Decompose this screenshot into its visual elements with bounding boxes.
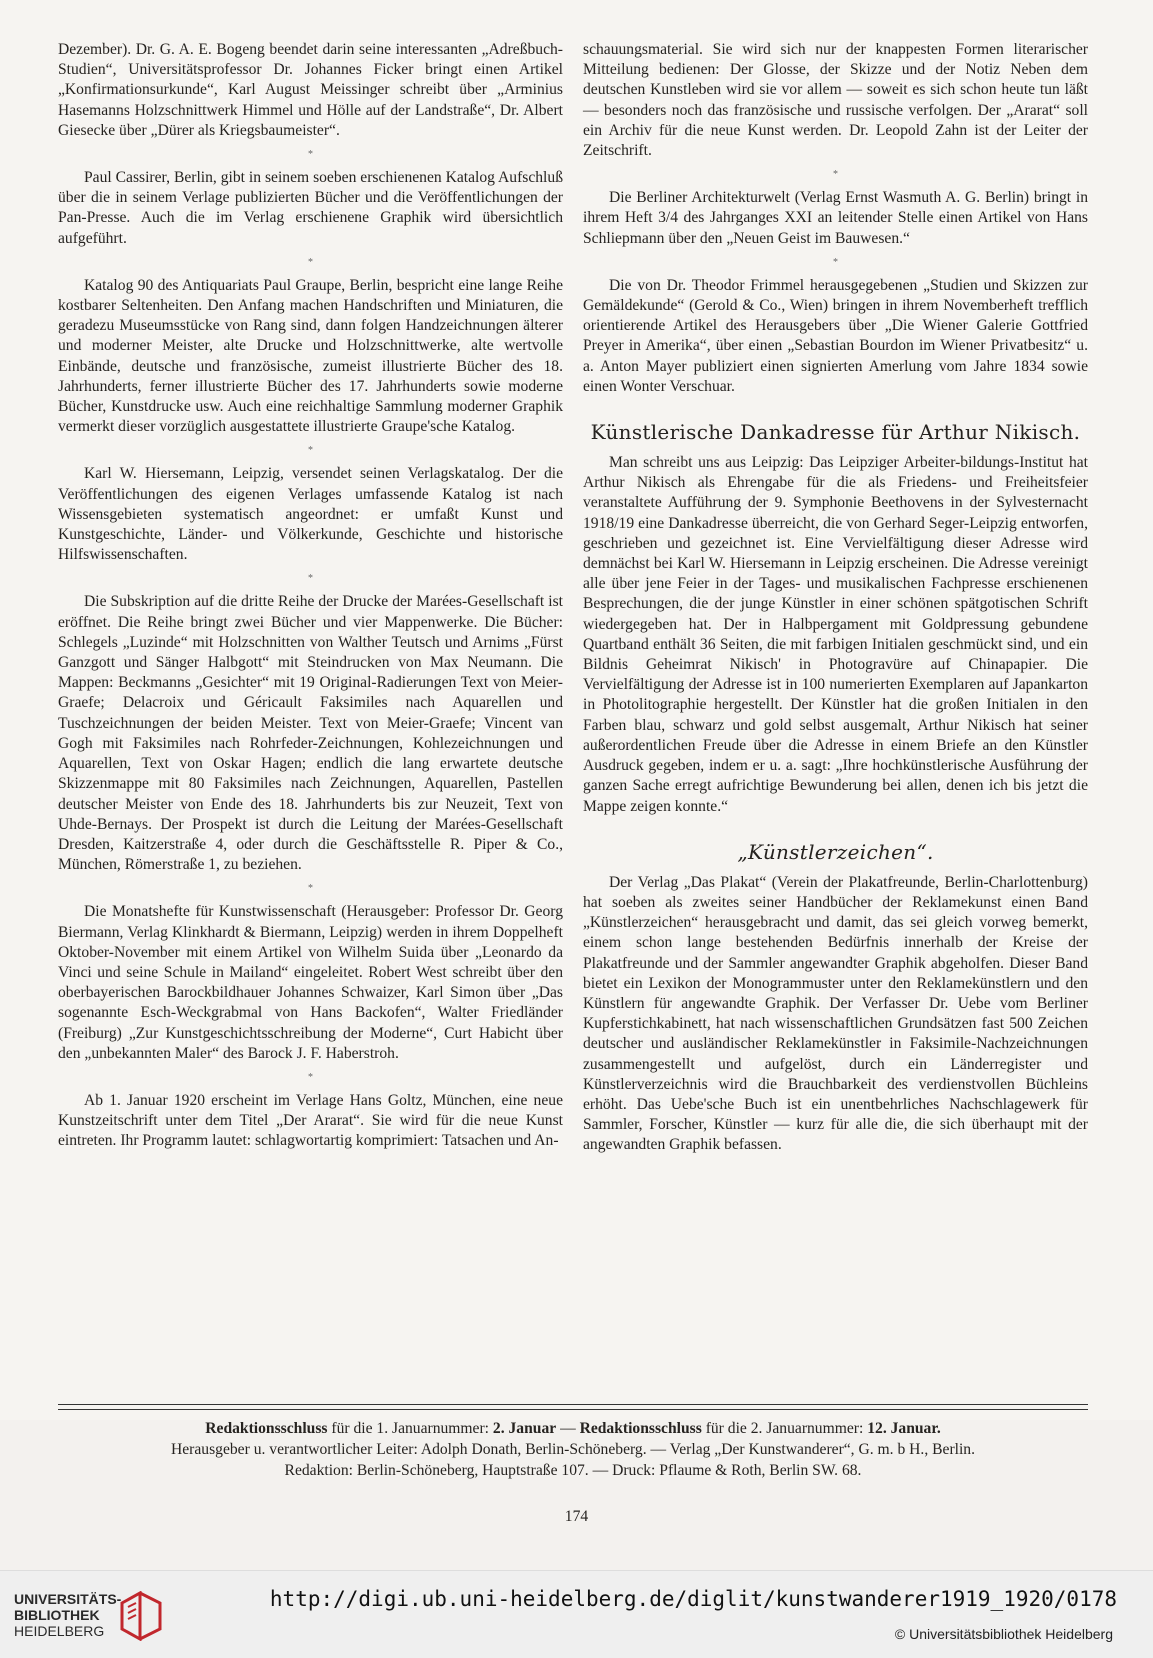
deadline-label: Redaktionsschluss	[579, 1420, 702, 1437]
paragraph-nikisch: Man schreibt uns aus Leipzig: Das Leipziger Arbeiter-bildungs-Institut hat Arthur Nikisch als Ehrengabe für die als Friedens- und Freiheitsfeier veranstaltete Aufführung der 9. Symphonie Beethovens in der Sylvesternacht 1918/19 eine Dankadresse überreicht, die von Gerhard Seger-Leipzig entworfen, geschrieben und gezeichnet ist. Eine Vervielfältigung dieser Adresse wird demnächst bei Karl W. Hiersemann in Leipzig erscheinen. Die Adresse vereinigt alle über jene Feier in der Tages- und musikalischen Fachpresse erschienenen Besprechungen, die der junge Künstler in einer schönen spätgotischen Schrift wiedergegeben hat. Der in Halbpergament mit Goldpressung gebundene Quartband enthält 36 Seiten, die mit farbigen Initialen geschmückt sind, und ein Bildnis Geheimrat Nikisch' in Photogravüre auf Chinapapier. Die Vervielfältigung der Adresse ist in 100 numerierten Exemplaren auf Japankarton in Photolitographie hergestellt. Der Künstler hat die großen Initialen in den Farben blau, schwarz und gold selbst ausgemalt, Arthur Nikisch hat seiner außerordentlichen Freude über die Adresse in einem Briefe an den Künstler Ausdruck gegeben, indem er u. a. sagt: „Ihre hochkünstlerische Ausführung der ganzen Sache erregt aufrichtige Bewunderung bei allen, denen ich bis jetzt die Mappe zeigen konnte.“	[583, 454, 1088, 815]
deadline-dash: —	[560, 1420, 576, 1437]
paragraph-architekturwelt: Die Berliner Architekturwelt (Verlag Ernst Wasmuth A. G. Berlin) bringt in ihrem Heft 3/4 des Jahrganges XXI an leitender Stelle einen Artikel von Hans Schliepmann über den „Neuen Geist im Bauwesen.“	[583, 189, 1088, 247]
separator-asterisk: *	[308, 1071, 313, 1083]
separator-asterisk: *	[308, 445, 313, 457]
paragraph-plakat: Der Verlag „Das Plakat“ (Verein der Plakatfreunde, Berlin-Charlottenburg) hat soeben als zweites seiner Handbücher der Reklamekunst einen Band „Künstlerzeichen“ herausgebracht und damit, das sei gleich vorweg bemerkt, einem schon lange bestehenden Bedürfnis innerhalb der Kreise der Plakatfreunde und der Sammler angewandter Graphik abgeholfen. Dieser Band bietet ein Lexikon der Monogrammuster unter den Reklamekünstlern und den Künstlern für angewandte Graphik. Der Verfasser Dr. Uebe vom Berliner Kupferstichkabinett, hat nach wissenschaftlichen Grundsätzen fast 500 Zeichen deutscher und ausländischer Reklamekünstler in Faksimile-Nachzeichnungen zusammengestellt und aufgelöst, durch ein Länderregister und Künstlerverzeichnis wird die Brauchbarkeit des verdienstvollen Büchleins erhöht. Das Uebe'sche Buch ist ein unentbehrliches Nachschlagewerk für Sammler, Forscher, Künstler — kurz für alle die, die sich überhaupt mit der angewandten Graphik befassen.	[583, 873, 1088, 1154]
separator-asterisk: *	[308, 149, 313, 161]
separator-asterisk: *	[308, 573, 313, 585]
paragraph-ararat-cont: schauungsmaterial. Sie wird sich nur der knappesten Formen literarischer Mitteilung bedienen: Der Glosse, der Skizze und der Notiz Neben dem deutschen Kunstleben wird sie vor allem — soweit es sich schon heute tun läßt — besonders noch das französische und russische verfolgen. Der „Ararat“ soll ein Archiv für die neue Kunst werden. Dr. Leopold Zahn ist der Leiter der Zeitschrift.	[583, 41, 1088, 160]
heading-kuenstlerzeichen: „Künstlerzeichen“.	[737, 839, 934, 864]
page-number: 174	[564, 1508, 589, 1525]
paragraph-ararat: Ab 1. Januar 1920 erscheint im Verlage Hans Goltz, München, eine neue Kunstzeitschrift unter dem Titel „Der Ararat“. Sie wird für die neue Kunst eintreten. Ihr Programm lautet: schlagwortartig komprimiert: Tatsachen und An-	[58, 1091, 563, 1150]
footer-rule-bottom	[58, 1409, 1088, 1410]
logo-line: UNIVERSITÄTS-	[14, 1591, 122, 1607]
separator-asterisk: *	[308, 256, 313, 268]
deadline-date: 12. Januar.	[867, 1420, 941, 1437]
editorial-office-line: Redaktion: Berlin-Schöneberg, Hauptstraße 107. — Druck: Pflaume & Roth, Berlin SW. 68.	[284, 1462, 862, 1479]
paragraph-marees: Die Subskription auf die dritte Reihe der Drucke der Marées-Gesellschaft ist eröffnet. Die Reihe bringt zwei Bücher und vier Mappenwerke. Die Bücher: Schlegels „Luzinde“ mit Holzschnitten von Walther Teutsch und Arnims „Fürst Ganzgott und Sänger Halbgott“ mit Steindrucken von Max Neumann. Die Mappen: Beckmanns „Gesichter“ mit 19 Original-Radierungen Text von Meier-Graefe; Delacroix und Géricault Faksimiles nach Aquarellen und Tuschzeichnungen der beiden Meister. Text von Meier-Graefe; Vincent van Gogh mit Faksimiles nach Rohrfeder-Zeichnungen, Kohlezeichnungen und Aquarellen, Text von Oskar Hagen; endlich die lang erwartete deutsche Skizzenmappe mit 80 Faksimiles nach Zeichnungen, Aquarellen, Pastellen deutscher Meister von Ende des 18. Jahrhunderts bis zur Neuzeit, Text von Uhde-Bernays. Der Prospekt ist durch die Leitung der Marées-Gesellschaft Dresden, Kaitzerstraße 4, oder durch die Geschäftsstelle R. Piper & Co., München, Römerstraße 1, zu beziehen.	[58, 593, 563, 874]
paragraph-hiersemann: Karl W. Hiersemann, Leipzig, versendet seinen Verlagskatalog. Der die Veröffentlichungen des eigenen Verlages umfassende Katalog ist nach Wissensgebieten systematisch angeordnet: er umfaßt Kunst und Kunstgeschichte, Länder- und Völkerkunde, Geschichte und historische Hilfswissenschaften.	[58, 465, 563, 564]
copyright-notice: © Universitätsbibliothek Heidelberg	[894, 1626, 1113, 1642]
paragraph-cassirer: Paul Cassirer, Berlin, gibt in seinem soeben erschienenen Katalog Aufschluß über die in seinem Verlage publizierten Bücher und die Veröffentlichungen der Pan-Presse. Auch die im Verlag erschienene Graphik wird übersichtlich aufgeführt.	[58, 169, 563, 247]
right-column	[583, 40, 1088, 1156]
deadline-date: 2. Januar	[492, 1420, 557, 1437]
library-footer-bar	[0, 1570, 1153, 1658]
logo-line: BIBLIOTHEK	[14, 1607, 100, 1623]
deadline-text: für die 1. Januarnummer:	[331, 1420, 489, 1437]
paragraph-bogeng: Dezember). Dr. G. A. E. Bogeng beendet darin seine interessanten „Adreßbuch-Studien“, Universitätsprofessor Dr. Johannes Ficker bringt einen Artikel „Konfirmationsurkunde“, Karl August Meissinger schreibt über „Arminius Hasemanns Holzschnittwerk Himmel und Hölle auf der Landstraße“, Dr. Albert Giesecke über „Dürer als Kriegsbaumeister“.	[58, 41, 563, 139]
deadline-label: Redaktionsschluss	[205, 1420, 328, 1437]
imprint-footer	[58, 1418, 1088, 1481]
deadline-text: für die 2. Januarnummer:	[705, 1420, 864, 1437]
publisher-line: Herausgeber u. verantwortlicher Leiter: Adolph Donath, Berlin-Schöneberg. — Verlag „Der Kunstwanderer“, G. m. b H., Berlin.	[171, 1441, 975, 1458]
separator-asterisk: *	[833, 256, 838, 268]
library-emblem-icon	[118, 1591, 164, 1641]
heading-dankadresse: Künstlerische Dankadresse für Arthur Nikisch.	[590, 420, 1081, 445]
editorial-deadline-line	[58, 1418, 1088, 1439]
separator-asterisk: *	[833, 169, 838, 181]
paragraph-monatshefte: Die Monatshefte für Kunstwissenschaft (Herausgeber: Professor Dr. Georg Biermann, Verlag Klinkhardt & Biermann, Leipzig) werden in ihrem Doppelheft Oktober-November mit einem Artikel von Wilhelm Suida über „Leonardo da Vinci und seine Schule in Mailand“ eingeleitet. Robert West schreibt über den oberbayerischen Barockbildhauer Johannes Schwaizer, Karl Simon über „Das sogenannte Esch-Weckgrabmal von Hans Backofen“, Walter Friedländer (Freiburg) „Zur Kunstgeschichtsschreibung der Moderne“, Curt Habicht über den „unbekannten Maler“ des Barock J. F. Haberstroh.	[58, 903, 563, 1062]
separator-asterisk: *	[308, 883, 313, 895]
permalink-url[interactable]: http://digi.ub.uni-heidelberg.de/diglit/kunstwanderer1919_1920/0178	[269, 1587, 1117, 1611]
library-logo-text	[14, 1591, 121, 1639]
footer-rule-top	[58, 1404, 1088, 1405]
logo-line: HEIDELBERG	[14, 1623, 105, 1639]
paragraph-frimmel: Die von Dr. Theodor Frimmel herausgegebenen „Studien und Skizzen zur Gemäldekunde“ (Gerold & Co., Wien) bringen in ihrem Novemberheft trefflich orientierende Artikel des Herausgebers über „Die Wiener Galerie Gottfried Preyer in Amerika“, über einen „Sebastian Bourdon im Wiener Privatbesitz“ u. a. Anton Mayer publiziert einen signierten Amerlung vom Jahre 1834 sowie einen Wonter Verschuar.	[583, 276, 1088, 395]
paragraph-graupe: Katalog 90 des Antiquariats Paul Graupe, Berlin, bespricht eine lange Reihe kostbarer Seltenheiten. Den Anfang machen Handschriften und Miniaturen, die geradezu Museumsstücke von Rang sind, dann folgen Handzeichnungen älterer und moderner Meister, alte Drucke und Holzschnittwerke, alte wertvolle Einbände, deutsche und französische, zumeist illustrierte Bücher des 18. Jahrhunderts, ferner illustrierte Bücher des 17. Jahrhunderts sowie moderne Bücher, Kunstdrucke usw. Auch eine reichhaltige Sammlung moderner Graphik vermerkt dieser vorzüglich ausgestattete illustrierte Graupe'sche Katalog.	[58, 276, 563, 436]
left-column	[58, 40, 563, 1152]
